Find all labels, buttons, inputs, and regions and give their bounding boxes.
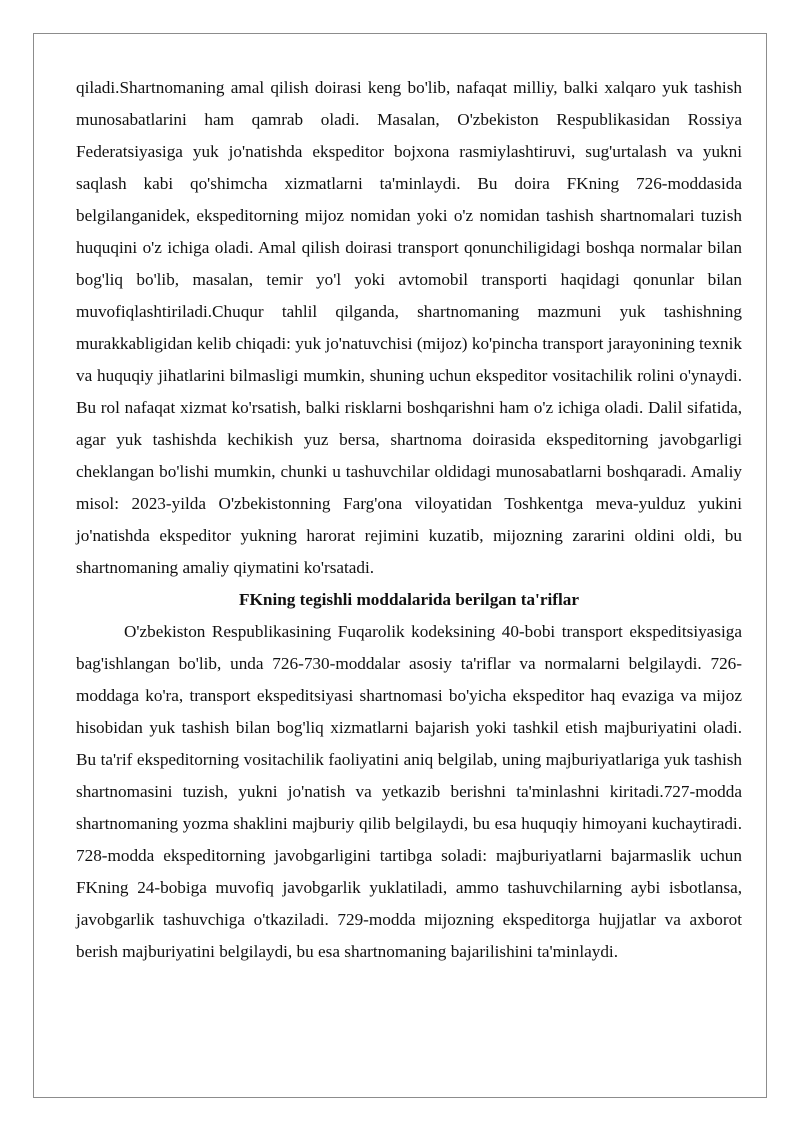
paragraph-scope-analysis: qiladi.Shartnomaning amal qilish doirasi keng bo'lib, nafaqat milliy, balki xalqaro yuk tashish munosabatlarini ham qamrab oladi. Masalan, O'zbekiston Respublikasidan Rossiya Federatsiyasiga yuk jo'natishda ekspeditor bojxona rasmiylashtiruvi, sug'urtalash va yukni saqlash kabi qo'shimcha xizmatlarni ta'minlaydi. Bu doira FKning 726-moddasida belgilanganidek, ekspeditorning mijoz nomidan yoki o'z nomidan tashish shartnomalari tuzish huquqini o'z ichiga oladi. Amal qilish doirasi transport qonunchiligidagi boshqa normalar bilan bog'liq bo'lib, masalan, temir yo'l yoki avtomobil transporti haqidagi qonunlar bilan muvofiqlashtiriladi.Chuqur tahlil qilganda, shartnomaning mazmuni yuk tashishning murakkabligidan kelib chiqadi: yuk jo'natuvchisi (mijoz) ko'pincha transport jarayonining texnik va huquqiy jihatlarini bilmasligi mumkin, shuning uchun ekspeditor vositachilik rolini o'ynaydi. Bu rol nafaqat xizmat ko'rsatish, balki risklarni boshqarishni ham o'z ichiga oladi. Dalil sifatida, agar yuk tashishda kechikish yuz bersa, shartnoma doirasida ekspeditorning javobgarligi cheklangan bo'lishi mumkin, chunki u tashuvchilar oldidagi munosabatlarni boshqaradi. Amaliy misol: 2023-yilda O'zbekistonning Farg'ona viloyatidan Toshkentga meva-yulduz yukini jo'natishda ekspeditor yukning harorat rejimini kuzatib, mijozning zararini oldini oldi, bu shartnomaning amaliy qiymatini ko'rsatadi. [76, 78, 742, 577]
document-body [76, 72, 742, 968]
paragraph-civil-code-definitions: O'zbekiston Respublikasining Fuqarolik kodeksining 40-bobi transport ekspeditsiyasiga bag'ishlangan bo'lib, unda 726-730-moddalar asosiy ta'riflar va normalarni belgilaydi. 726-moddaga ko'ra, transport ekspeditsiyasi shartnomasi bo'yicha ekspeditor haq evaziga va mijoz hisobidan yuk tashish bilan bog'liq xizmatlarni bajarish yoki tashkil etish majburiyatini oladi. Bu ta'rif ekspeditorning vositachilik faoliyatini aniq belgilab, uning majburiyatlariga yuk tashish shartnomasini tuzish, yukni jo'natish va yetkazib berishni ta'minlashni kiritadi.727-modda shartnomaning yozma shaklini majburiy qilib belgilaydi, bu esa huquqiy himoyani kuchaytiradi. 728-modda ekspeditorning javobgarligini tartibga soladi: majburiyatlarni bajarmaslik uchun FKning 24-bobiga muvofiq javobgarlik yuklatiladi, ammo tashuvchilarning aybi isbotlansa, javobgarlik tashuvchiga o'tkaziladi. 729-modda mijozning ekspeditorga hujjatlar va axborot berish majburiyatini belgilaydi, bu esa shartnomaning bajarilishini ta'minlaydi. [76, 622, 742, 961]
section-heading: FKning tegishli moddalarida berilgan ta'riflar [239, 590, 579, 609]
